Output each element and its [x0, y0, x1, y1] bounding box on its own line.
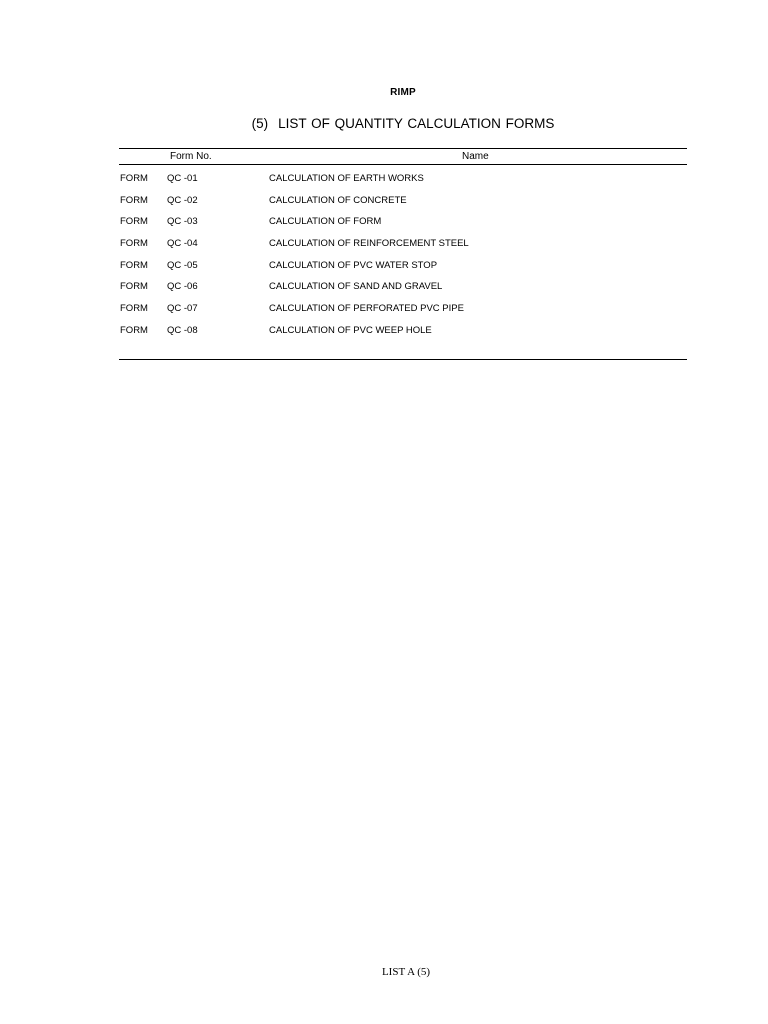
- page-footer-label: LIST A (5): [381, 966, 431, 978]
- forms-table-body: [119, 172, 687, 346]
- column-header-form-no: Form No.: [170, 151, 212, 162]
- form-name: CALCULATION OF PERFORATED PVC PIPE: [269, 303, 464, 315]
- form-prefix: FORM: [120, 194, 148, 206]
- table-row: [119, 237, 687, 259]
- organization-header: RIMP: [390, 87, 416, 98]
- form-prefix: FORM: [120, 173, 148, 184]
- form-code: QC -06: [167, 281, 198, 293]
- form-code: QC -01: [167, 173, 198, 184]
- form-code: QC -07: [167, 303, 198, 315]
- form-code: QC -03: [167, 216, 198, 228]
- title-number: (5): [251, 116, 269, 131]
- table-header-rule: [119, 164, 687, 165]
- table-row: [119, 280, 687, 302]
- form-prefix: FORM: [120, 259, 148, 271]
- table-row: [119, 302, 687, 324]
- form-name: CALCULATION OF FORM: [269, 216, 382, 228]
- table-row: [119, 172, 687, 194]
- form-name: CALCULATION OF PVC WEEP HOLE: [269, 324, 432, 336]
- form-prefix: FORM: [120, 324, 148, 336]
- form-name: CALCULATION OF EARTH WORKS: [269, 173, 424, 184]
- form-name: CALCULATION OF REINFORCEMENT STEEL: [269, 238, 469, 250]
- title-text: LIST OF QUANTITY CALCULATION FORMS: [278, 116, 555, 131]
- form-prefix: FORM: [120, 216, 148, 228]
- table-top-rule: [119, 148, 687, 149]
- table-row: [119, 259, 687, 281]
- form-code: QC -04: [167, 238, 198, 250]
- form-name: CALCULATION OF CONCRETE: [269, 194, 407, 206]
- form-code: QC -05: [167, 259, 198, 271]
- form-code: QC -08: [167, 324, 198, 336]
- form-name: CALCULATION OF SAND AND GRAVEL: [269, 281, 443, 293]
- form-name: CALCULATION OF PVC WATER STOP: [269, 259, 438, 271]
- table-row: [119, 215, 687, 237]
- document-title: [0, 116, 768, 131]
- table-row: [119, 324, 687, 346]
- form-prefix: FORM: [120, 281, 148, 293]
- column-header-name: Name: [462, 151, 489, 162]
- form-prefix: FORM: [120, 238, 148, 250]
- form-prefix: FORM: [120, 303, 148, 315]
- table-row: [119, 194, 687, 216]
- table-bottom-rule: [119, 359, 687, 360]
- form-code: QC -02: [167, 194, 198, 206]
